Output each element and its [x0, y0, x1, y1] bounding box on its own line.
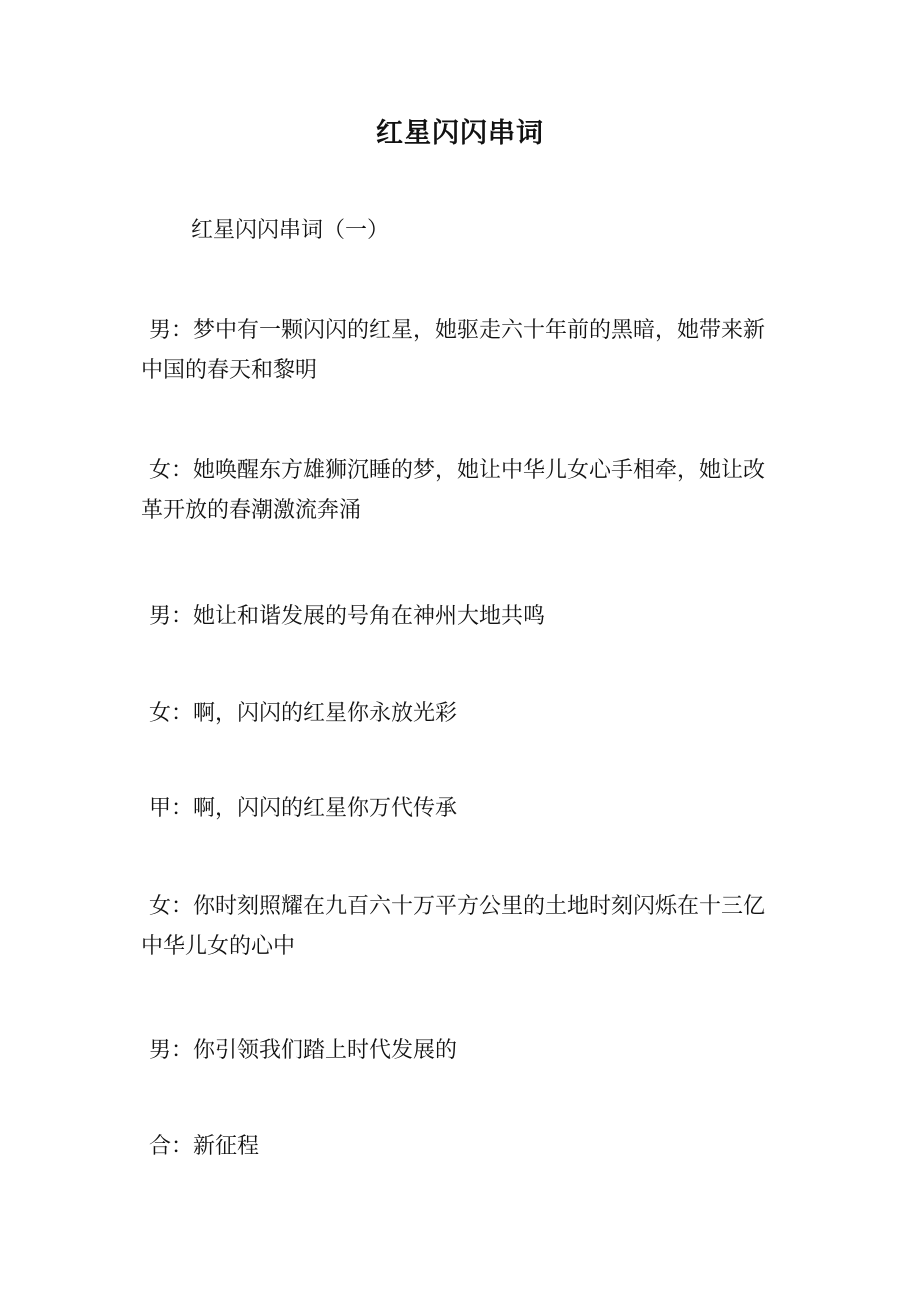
dialogue-text: 啊，闪闪的红星你永放光彩	[193, 701, 458, 726]
dialogue-paragraph	[141, 1031, 781, 1071]
speaker-separator: ：	[171, 1038, 194, 1063]
speaker-separator: ：	[171, 318, 194, 343]
speaker-separator: ：	[171, 796, 194, 821]
speaker-label: 男	[149, 1038, 172, 1063]
dialogue-text: 啊，闪闪的红星你万代传承	[193, 796, 458, 821]
document-title: 红星闪闪串词	[376, 118, 544, 149]
speaker-separator: ：	[171, 1134, 194, 1159]
dialogue-paragraph	[141, 694, 781, 734]
speaker-separator: ：	[171, 458, 194, 483]
speaker-label: 男	[149, 318, 172, 343]
section-subtitle: 红星闪闪串词（一）	[191, 218, 390, 243]
dialogue-text: 她让和谐发展的号角在神州大地共鸣	[193, 604, 546, 629]
dialogue-paragraph	[141, 1127, 781, 1167]
dialogue-paragraph	[141, 789, 781, 829]
dialogue-paragraph	[141, 887, 781, 967]
dialogue-text: 她唤醒东方雄狮沉睡的梦，她让中华儿女心手相牵，她让改革开放的春潮激流奔涌	[141, 458, 766, 523]
dialogue-text: 梦中有一颗闪闪的红星，她驱走六十年前的黑暗，她带来新中国的春天和黎明	[141, 318, 766, 383]
speaker-label: 女	[149, 701, 172, 726]
speaker-separator: ：	[171, 894, 194, 919]
dialogue-text: 你引领我们踏上时代发展的	[193, 1038, 458, 1063]
speaker-label: 合	[149, 1134, 172, 1159]
dialogue-paragraph	[141, 451, 781, 531]
speaker-separator: ：	[171, 604, 194, 629]
dialogue-paragraph	[141, 597, 781, 637]
speaker-label: 甲	[149, 796, 172, 821]
speaker-label: 女	[149, 894, 172, 919]
speaker-separator: ：	[171, 701, 194, 726]
speaker-label: 女	[149, 458, 172, 483]
dialogue-text: 新征程	[193, 1134, 260, 1159]
dialogue-text: 你时刻照耀在九百六十万平方公里的土地时刻闪烁在十三亿中华儿女的心中	[141, 894, 766, 959]
dialogue-paragraph	[141, 311, 781, 391]
speaker-label: 男	[149, 604, 172, 629]
